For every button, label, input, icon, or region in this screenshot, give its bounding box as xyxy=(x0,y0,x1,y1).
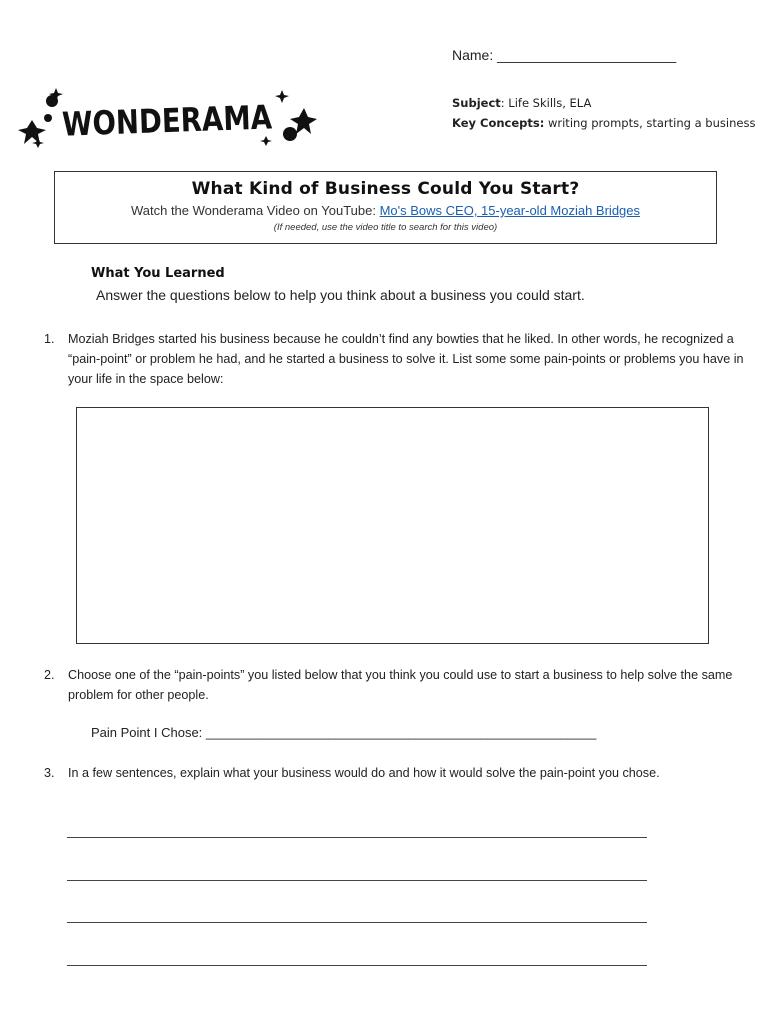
subject-line xyxy=(452,96,591,110)
logo-wordmark: WONDERAMA xyxy=(61,95,314,144)
answer-line[interactable] xyxy=(67,880,647,881)
key-concepts-line xyxy=(452,116,755,130)
title-box xyxy=(54,171,717,244)
question-3 xyxy=(44,763,749,783)
question-number: 3. xyxy=(44,766,55,780)
worksheet-title: What Kind of Business Could You Start? xyxy=(191,179,580,199)
section-heading: What You Learned xyxy=(91,266,225,281)
question-number: 2. xyxy=(44,668,55,682)
question-2 xyxy=(44,665,749,705)
star-icon xyxy=(18,120,46,144)
name-field: Name: _______________________ xyxy=(452,47,677,63)
answer-line[interactable] xyxy=(67,965,647,966)
subject-label: Subject xyxy=(452,96,501,110)
watch-prefix: Watch the Wonderama Video on YouTube: xyxy=(130,203,380,218)
question-number: 1. xyxy=(44,332,55,346)
question-text: Moziah Bridges started his business because he couldn’t find any bowties that he liked. In other words, he recognized a “pain-point” or problem he had, and he started a business to solve it. List some some pain-points or problems you have in your life in the space below: xyxy=(68,332,744,386)
key-concepts-label: Key Concepts: xyxy=(452,116,545,130)
video-link[interactable]: Mo's Bows CEO, 15-year-old Moziah Bridges xyxy=(379,203,641,218)
question-text: In a few sentences, explain what your business would do and how it would solve the pain-point you chose. xyxy=(68,766,660,780)
section-intro: Answer the questions below to help you think about a business you could start. xyxy=(96,287,585,303)
search-hint: (If needed, use the video title to search for this video) xyxy=(273,222,498,233)
pain-point-field[interactable]: Pain Point I Chose: ______________________________________________________ xyxy=(91,725,597,740)
question-text: Choose one of the “pain-points” you listed below that you think you could use to start a business to help solve the same problem for other people. xyxy=(68,668,733,702)
key-concepts-value: writing prompts, starting a business xyxy=(544,116,756,130)
watch-instruction xyxy=(55,203,716,218)
answer-line[interactable] xyxy=(67,837,647,838)
question-1 xyxy=(44,329,749,389)
dot-icon xyxy=(283,127,297,141)
wonderama-logo xyxy=(18,84,318,150)
answer-line[interactable] xyxy=(67,922,647,923)
pain-points-answer-box[interactable] xyxy=(76,407,709,644)
subject-value: : Life Skills, ELA xyxy=(500,96,592,110)
